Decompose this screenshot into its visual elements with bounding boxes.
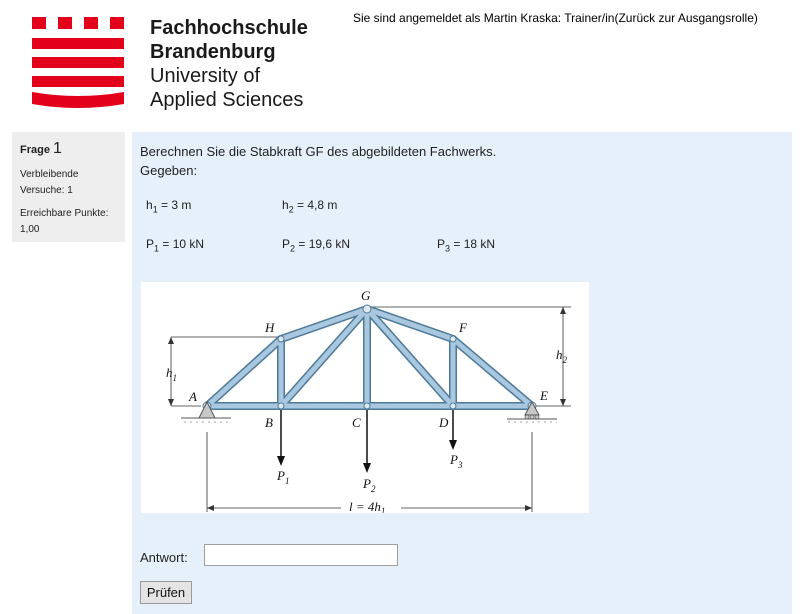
label-b: B bbox=[265, 415, 273, 430]
label-p1: $P_1$ bbox=[277, 468, 290, 486]
login-info-text: Sie sind angemeldet als Martin Kraska: Trainer/in bbox=[353, 11, 615, 25]
label-g: G bbox=[361, 288, 371, 303]
logo-line-3: University of bbox=[150, 65, 261, 87]
given-h2: $h_2 = 4,8$ m bbox=[282, 198, 338, 215]
question-line-2: Gegeben: bbox=[140, 163, 198, 178]
logo-line-2: Brandenburg bbox=[150, 41, 276, 63]
return-role-link[interactable]: (Zurück zur Ausgangsrolle) bbox=[614, 11, 758, 25]
university-logo bbox=[32, 16, 332, 112]
given-p3: $P_3 = 18$ kN bbox=[437, 237, 496, 254]
label-e: E bbox=[540, 388, 548, 403]
load-arrows bbox=[281, 410, 453, 465]
question-text bbox=[140, 142, 496, 180]
label-length: $l = 4h_1$ bbox=[349, 499, 386, 513]
truss-diagram bbox=[141, 282, 589, 513]
question-number-value: 1 bbox=[53, 140, 62, 157]
login-info bbox=[353, 11, 758, 25]
question-info-box bbox=[12, 132, 125, 242]
remaining-attempts: Verbleibende Versuche: 1 bbox=[20, 169, 79, 196]
achievable-points: Erreichbare Punkte: 1,00 bbox=[20, 208, 109, 235]
question-content bbox=[132, 132, 792, 614]
label-h: H bbox=[265, 320, 275, 335]
answer-input[interactable] bbox=[204, 544, 398, 566]
label-d: D bbox=[439, 415, 449, 430]
question-line-1: Berechnen Sie die Stabkraft GF des abgebildeten Fachwerks. bbox=[140, 144, 497, 159]
logo-line-1: Fachhochschule bbox=[150, 17, 308, 39]
label-a: A bbox=[189, 389, 197, 404]
label-f: F bbox=[459, 320, 467, 335]
question-label: Frage bbox=[20, 144, 50, 156]
given-p1: $P_1 = 10$ kN bbox=[146, 237, 205, 254]
given-p2: $P_2 = 19,6$ kN bbox=[282, 237, 351, 254]
label-h2: $h_2$ bbox=[556, 347, 567, 365]
label-p2: $P_2$ bbox=[363, 476, 376, 494]
logo-line-4: Applied Sciences bbox=[150, 89, 304, 111]
truss-figure bbox=[141, 282, 589, 513]
logo-mark-icon bbox=[32, 16, 124, 108]
check-button[interactable]: Prüfen bbox=[140, 581, 192, 604]
answer-label: Antwort: bbox=[140, 550, 188, 565]
question-number bbox=[20, 140, 62, 158]
label-c: C bbox=[352, 415, 361, 430]
label-p3: $P_3$ bbox=[450, 452, 463, 470]
given-h1: $h_1 = 3$ m bbox=[146, 198, 192, 215]
label-h1: $h_1$ bbox=[166, 365, 177, 383]
logo-text bbox=[150, 16, 308, 112]
